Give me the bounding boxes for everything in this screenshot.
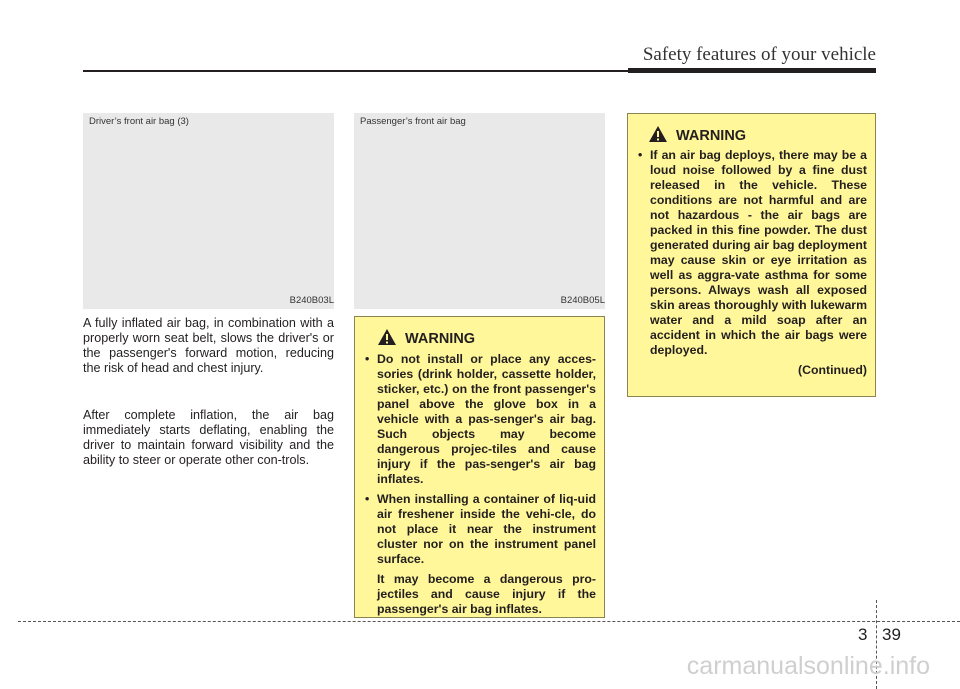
header-rule-accent [628,68,876,73]
figure-code: B240B05L [560,295,605,306]
warning-header [638,125,867,145]
warning-title: WARNING [676,128,747,144]
warning-box-dust [627,113,876,397]
figure-caption: Passenger’s front air bag [360,116,466,127]
warning-item [638,148,867,358]
warning-triangle-icon [648,125,668,143]
figure-caption: Driver’s front air bag (3) [89,116,189,127]
continued-label: (Continued) [798,363,867,377]
body-paragraph-1: A fully inflated air bag, in combination with a properly worn seat belt, slows the driver's or the passenger's forward motion, reducing the risk of head and chest injury. [83,316,334,375]
warning-title: WARNING [405,331,476,347]
warning-list [638,148,867,358]
watermark: carmanualsonline.info [686,652,930,680]
bullet: • [365,492,370,506]
passenger-airbag-figure [354,113,605,309]
warning-triangle-icon [377,328,397,346]
page-number: 39 [882,625,901,644]
bullet: • [638,148,643,162]
footer-divider [18,621,960,622]
warning-item-text: When installing a container of liq-uid air freshener inside the vehi-cle, do not place it near the instrument cluster nor on the instrument panel surface. [377,492,596,566]
figure-code: B240B03L [289,295,334,306]
warning-item-text: If an air bag deploys, there may be a loud noise followed by a fine dust released in the vehicle. These conditions are not harmful and are not hazardous - the air bags are packed in this fine powder. The dust generated during air bag deployment may cause skin or eye irritation as well as aggra-vate asthma for some persons. Always wash all exposed skin areas thoroughly with lukewarm water and a mild soap after an accident in which the air bags were deployed. [650,148,867,357]
warning-item [365,492,596,567]
warning-box-accessories [354,316,605,618]
chapter-number: 3 [858,625,868,644]
warning-extra-text: It may become a dangerous pro-jectiles and cause injury if the passenger's air bag inflates. [377,572,596,616]
warning-item [365,352,596,487]
body-paragraph-2: After complete inflation, the air bag immediately starts deflating, enabling the driver to maintain forward visibility and the ability to steer or operate other con-trols. [83,408,334,467]
driver-airbag-figure [83,113,334,309]
warning-list [365,352,596,567]
bullet: • [365,352,370,366]
warning-header [365,328,596,348]
warning-item-text: Do not install or place any acces-sories (drink holder, cassette holder, sticker, etc.) on the front passenger's panel above the glove box in a vehicle with a pas-senger's air bag. Such objects may become dangerous projec-tiles and cause injury if the pas-senger's air bag inflates. [377,352,596,486]
section-title: Safety features of your vehicle [642,44,876,65]
